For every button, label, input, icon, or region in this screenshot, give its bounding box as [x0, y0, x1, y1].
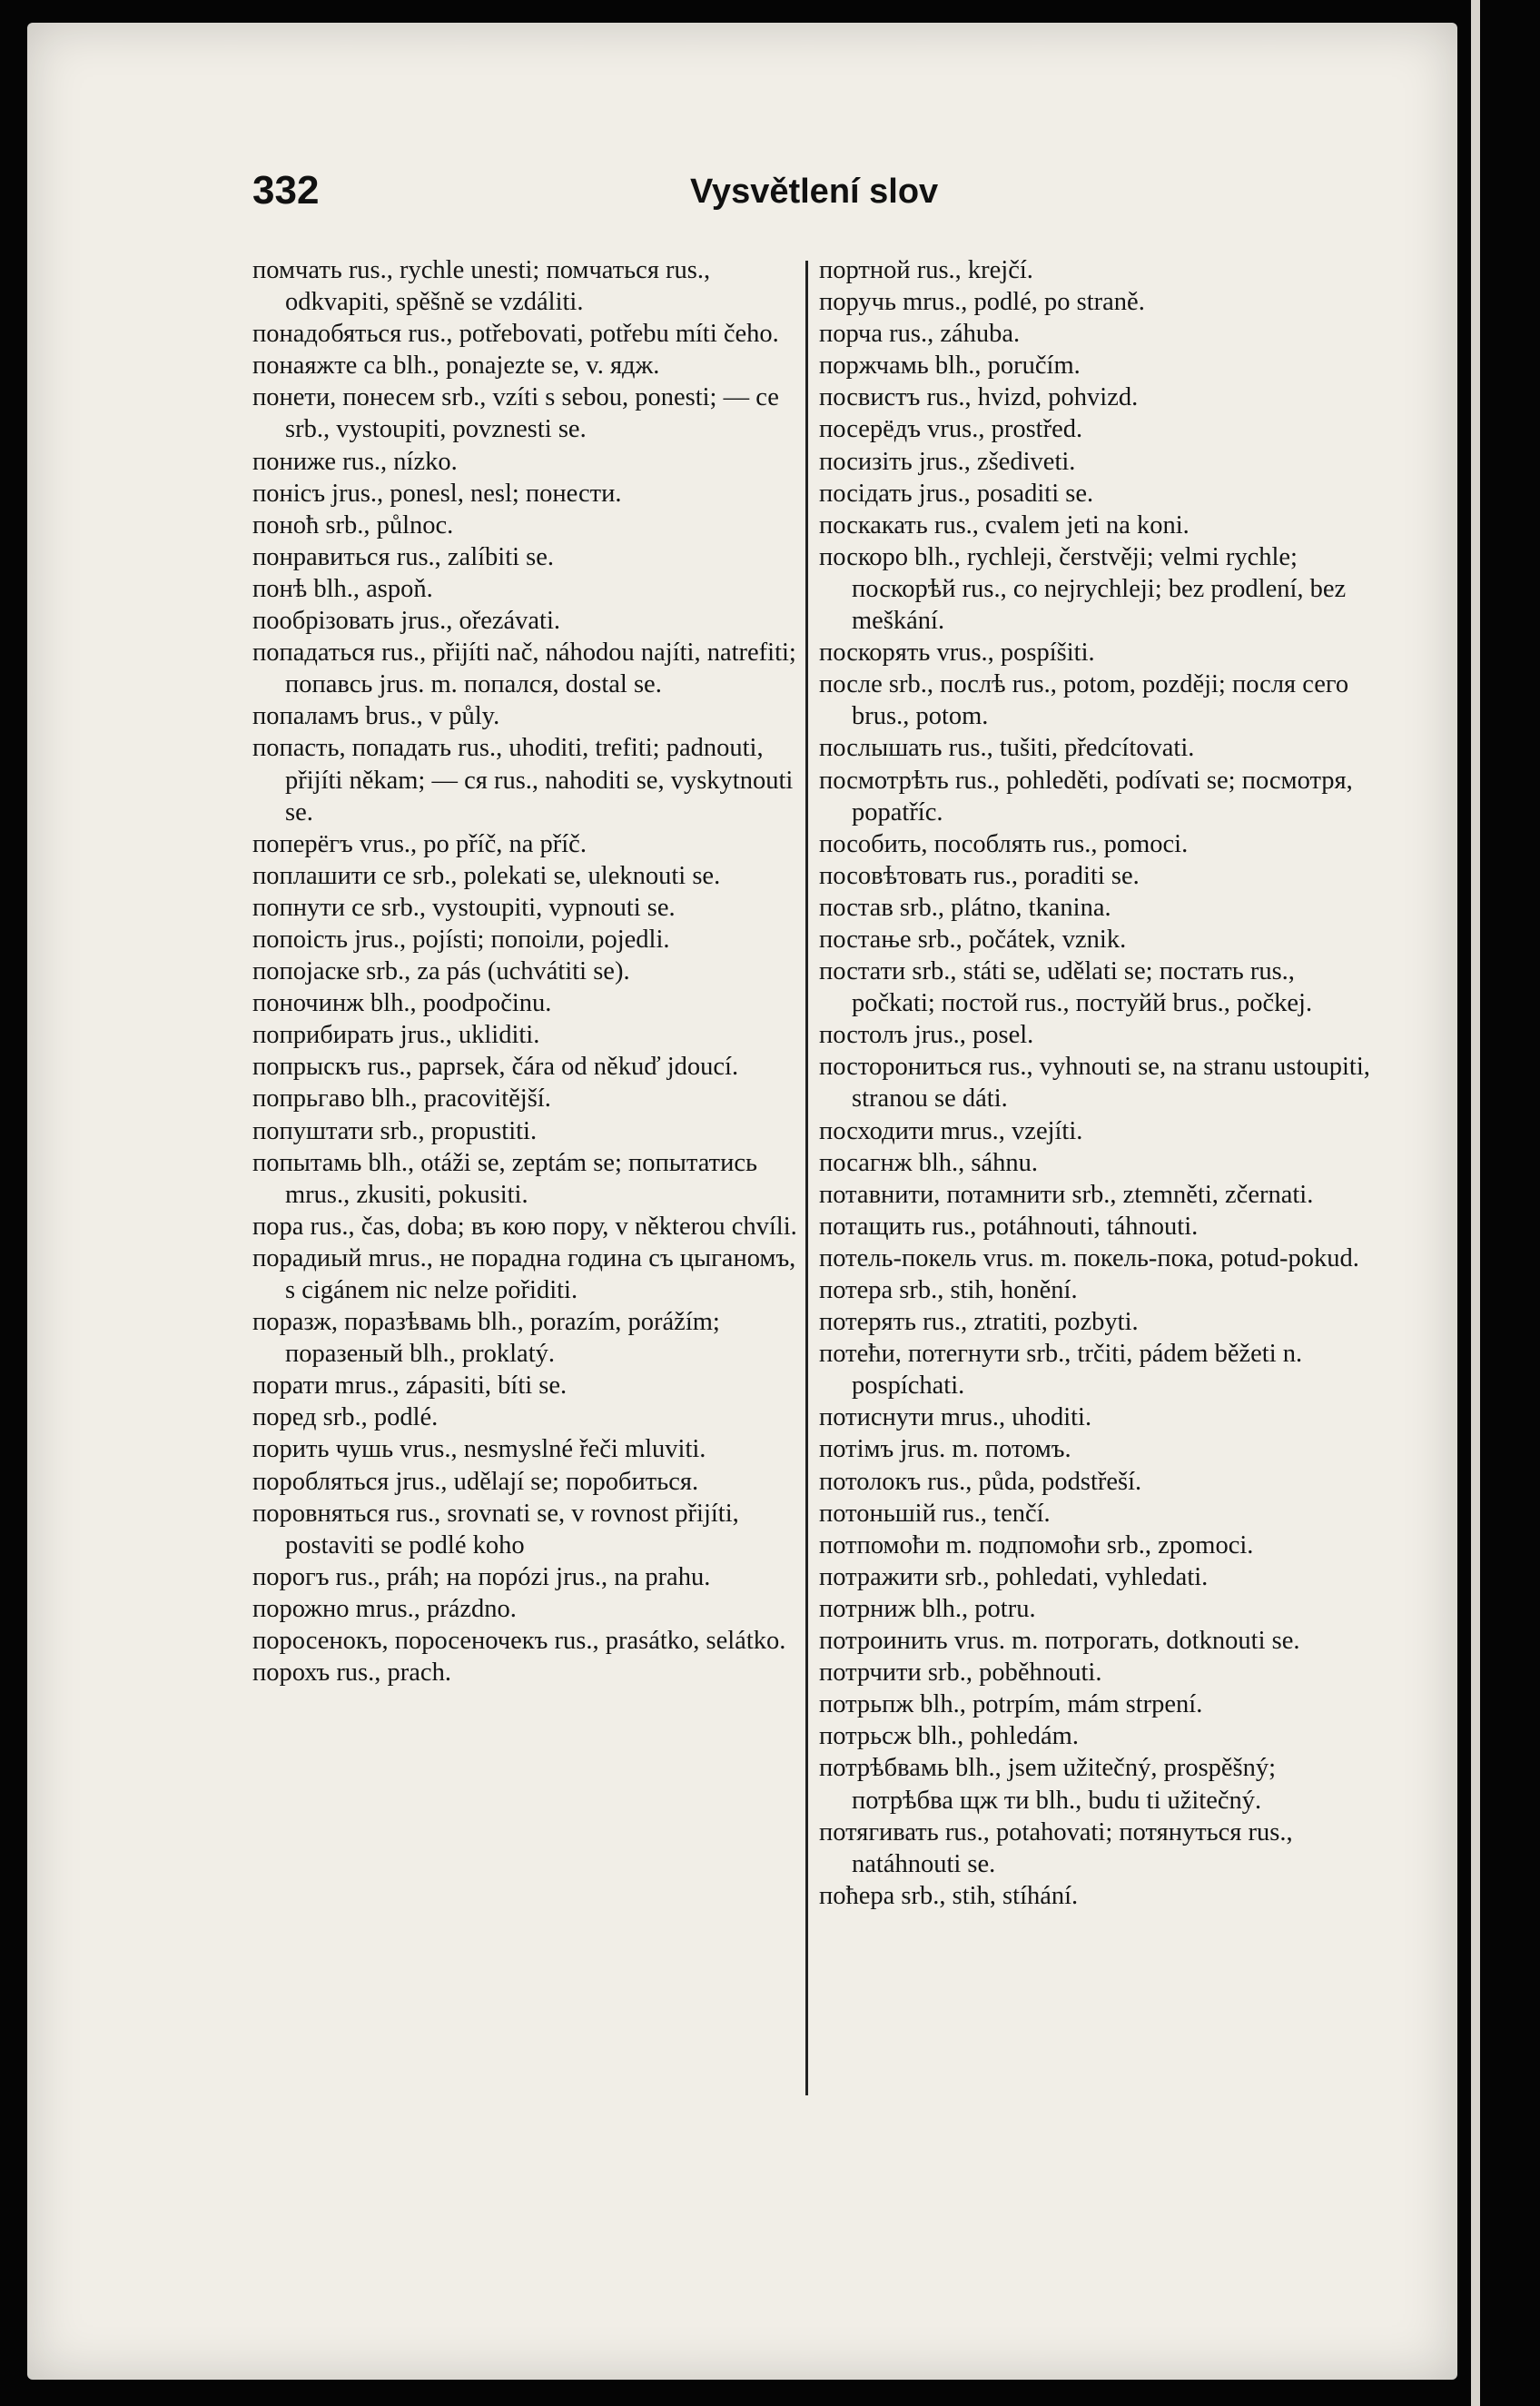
dictionary-entry: порати mrus., zápasiti, bíti se.	[252, 1371, 568, 1401]
dictionary-entry: порча rus., záhuba.	[819, 320, 1021, 349]
dictionary-entry: потолокъ rus., půda, podstřeší.	[819, 1467, 1142, 1496]
dictionary-entry: попытамь blh., otáži se, zeptám se; попытатись mrus., zkusiti, pokusiti.	[252, 1148, 757, 1209]
dictionary-entry: поразж, поразѣвамь blh., porazím, porážím; поразеный blh., proklatý.	[252, 1308, 720, 1369]
dictionary-entry: поприбирать jrus., ukliditi.	[252, 1021, 540, 1050]
dictionary-entry: поћера srb., stih, stíhání.	[819, 1881, 1079, 1910]
dictionary-entry: поперёгъ vrus., po příč, na příč.	[252, 829, 587, 858]
dictionary-entry: потерять rus., ztratiti, pozbyti.	[819, 1308, 1139, 1337]
dictionary-entry: понѣ blh., aspoň.	[252, 574, 433, 603]
dictionary-entry: посовѣтовать rus., poraditi se.	[819, 861, 1140, 890]
dictionary-entry: попаламъ brus., v půly.	[252, 702, 500, 731]
dictionary-entry: поночинж blh., poodpočinu.	[252, 989, 552, 1018]
dictionary-entry: порожно mrus., prázdno.	[252, 1594, 517, 1623]
dictionary-entry: понети, понесем srb., vzíti s sebou, ponesti; — се srb., vystoupiti, povznesti se.	[252, 383, 779, 444]
dictionary-entry: поскакать rus., cvalem jeti na koni.	[819, 510, 1190, 540]
dictionary-entry: поноћ srb., půlnoc.	[252, 510, 454, 540]
dictionary-entry: посмотрѣть rus., pohleděti, podívati se; посмотря, popatříc.	[819, 766, 1353, 827]
dictionary-entry: потрниж blh., potru.	[819, 1594, 1036, 1623]
dictionary-entry: потрѣбвамь blh., jsem užitečný, prospěšný; потрѣбва щж ти blh., budu ti užitečný.	[819, 1754, 1277, 1815]
dictionary-entry: постав srb., plátno, tkanina.	[819, 893, 1111, 922]
dictionary-entry: потпомоћи m. подпомоћи srb., zpomoci.	[819, 1530, 1254, 1559]
dictionary-entry: послышать rus., tušiti, předcítovati.	[819, 734, 1195, 763]
dictionary-entry: попрьгаво blh., pracovitější.	[252, 1084, 551, 1114]
dictionary-entry: посідать jrus., posaditi se.	[819, 479, 1094, 508]
dictionary-entry: понадобяться rus., potřebovati, potřebu míti čeho.	[252, 320, 779, 349]
dictionary-entry: посторониться rus., vyhnouti se, na stranu ustoupiti, stranou se dáti.	[819, 1053, 1370, 1114]
dictionary-entry: потрьсж blh., pohledám.	[819, 1722, 1079, 1751]
dictionary-entry: постати srb., státi se, udělati se; постать rus., počkati; постой rus., постуйй brus., počkej.	[819, 957, 1313, 1018]
dictionary-entry: поскорять vrus., pospíšiti.	[819, 639, 1095, 668]
dictionary-entry: посходити mrus., vzejíti.	[819, 1116, 1083, 1145]
dictionary-entry: посагнж blh., sáhnu.	[819, 1148, 1039, 1177]
dictionary-entry: пониже rus., nízko.	[252, 447, 458, 476]
dictionary-entry: попасть, попадать rus., uhoditi, trefiti; padnouti, přijíti někam; — ся rus., nahoditi se, vyskytnouti se.	[252, 734, 794, 827]
dictionary-entry: постање srb., počátek, vznik.	[819, 925, 1127, 954]
dictionary-entry: посерёдъ vrus., prostřed.	[819, 415, 1083, 444]
dictionary-entry: потавнити, потамнити srb., ztemněti, zčernati.	[819, 1180, 1314, 1209]
dictionary-entry: понаяжте са blh., ponajezte se, v. ядж.	[252, 351, 660, 381]
dictionary-entry: пособить, пособлять rus., pomoci.	[819, 829, 1189, 858]
dictionary-entry: поскоро blh., rychleji, čerstvěji; velmi rychle; поскорѣй rus., co nejrychleji; bez prodlení, bez meškání.	[819, 542, 1347, 636]
book-page	[27, 23, 1457, 2380]
dictionary-entry: попадаться rus., přijíti nač, náhodou najíti, natrefiti; попавсь jrus. m. попался, dostal se.	[252, 639, 796, 699]
dictionary-entry: потімъ jrus. m. потомъ.	[819, 1435, 1071, 1464]
dictionary-entry: попоість jrus., pojísti; попоіли, pojedli.	[252, 925, 670, 954]
left-column	[252, 254, 797, 1688]
dictionary-entry: поред srb., podlé.	[252, 1403, 439, 1432]
dictionary-entry: понравиться rus., zalíbiti se.	[252, 542, 555, 571]
dictionary-entry: потоньшій rus., tenčí.	[819, 1499, 1051, 1528]
dictionary-entry: потрчити srb., poběhnouti.	[819, 1658, 1102, 1688]
dictionary-entry: потражити srb., pohledati, vyhledati.	[819, 1562, 1209, 1591]
dictionary-entry: посвистъ rus., hvizd, pohvizd.	[819, 383, 1139, 412]
running-title: Vysvětlení slov	[690, 173, 939, 211]
dictionary-entry: понісъ jrus., ponesl, nesl; понести.	[252, 479, 622, 508]
dictionary-entry: порадиый mrus., не порадна година съ цыганомъ, s cigánem nic nelze pořiditi.	[252, 1243, 796, 1304]
dictionary-entry: потиснути mrus., uhoditi.	[819, 1403, 1092, 1432]
dictionary-entry: потећи, потегнути srb., trčiti, pádem běžeti n. pospíchati.	[819, 1340, 1303, 1401]
dictionary-entry: поручь mrus., podlé, po straně.	[819, 288, 1145, 317]
dictionary-entry: попнути се srb., vystoupiti, vypnouti se.	[252, 893, 676, 922]
dictionary-entry: попуштати srb., propustiti.	[252, 1116, 538, 1145]
dictionary-entry: попојаске srb., za pás (uchvátiti se).	[252, 957, 630, 986]
dictionary-entry: порохъ rus., prach.	[252, 1658, 451, 1688]
right-column	[819, 254, 1371, 1912]
dictionary-entry: поросенокъ, поросеночекъ rus., prasátko, selátko.	[252, 1627, 786, 1656]
column-divider	[805, 261, 808, 2095]
dictionary-entry: пора rus., čas, doba; въ кою пору, v některou chvíli.	[252, 1212, 797, 1241]
dictionary-entry: поржчамь blh., poručím.	[819, 351, 1081, 381]
page-number: 332	[252, 168, 320, 213]
dictionary-entry: после srb., послѣ rus., potom, později; посля сего brus., potom.	[819, 670, 1349, 731]
dictionary-entry: потроинить vrus. m. потрогать, dotknouti se.	[819, 1627, 1300, 1656]
dictionary-entry: потель-покель vrus. m. покель-пока, potud-pokud.	[819, 1243, 1359, 1272]
dictionary-entry: потера srb., stih, honění.	[819, 1276, 1078, 1304]
dictionary-entry: пообрізовать jrus., ořezávati.	[252, 607, 561, 636]
dictionary-entry: портной rus., krejčí.	[819, 256, 1033, 284]
dictionary-entry: помчать rus., rychle unesti; помчаться rus., odkvapiti, spěšně se vzdáliti.	[252, 256, 711, 317]
dictionary-entry: посизіть jrus., zšediveti.	[819, 447, 1076, 476]
dictionary-entry: потащить rus., potáhnouti, táhnouti.	[819, 1212, 1199, 1241]
dictionary-entry: поровняться rus., srovnati se, v rovnost přijíti, postaviti se podlé koho	[252, 1499, 739, 1559]
scan-edge	[1471, 0, 1480, 2406]
dictionary-entry: потягивать rus., potahovati; потянуться rus., natáhnouti se.	[819, 1817, 1293, 1878]
dictionary-entry: порогъ rus., práh; на порózi jrus., na prahu.	[252, 1562, 711, 1591]
dictionary-entry: попрыскъ rus., paprsek, čára od někuď jdoucí.	[252, 1053, 739, 1082]
dictionary-entry: поробляться jrus., udělají se; поробиться.	[252, 1467, 699, 1496]
dictionary-entry: потрьпж blh., potrpím, mám strpení.	[819, 1690, 1203, 1719]
dictionary-entry: постолъ jrus., posel.	[819, 1021, 1034, 1050]
dictionary-entry: порить чушь vrus., nesmyslné řeči mluviti.	[252, 1435, 706, 1464]
dictionary-entry: поплашити се srb., polekati se, uleknouti se.	[252, 861, 721, 890]
